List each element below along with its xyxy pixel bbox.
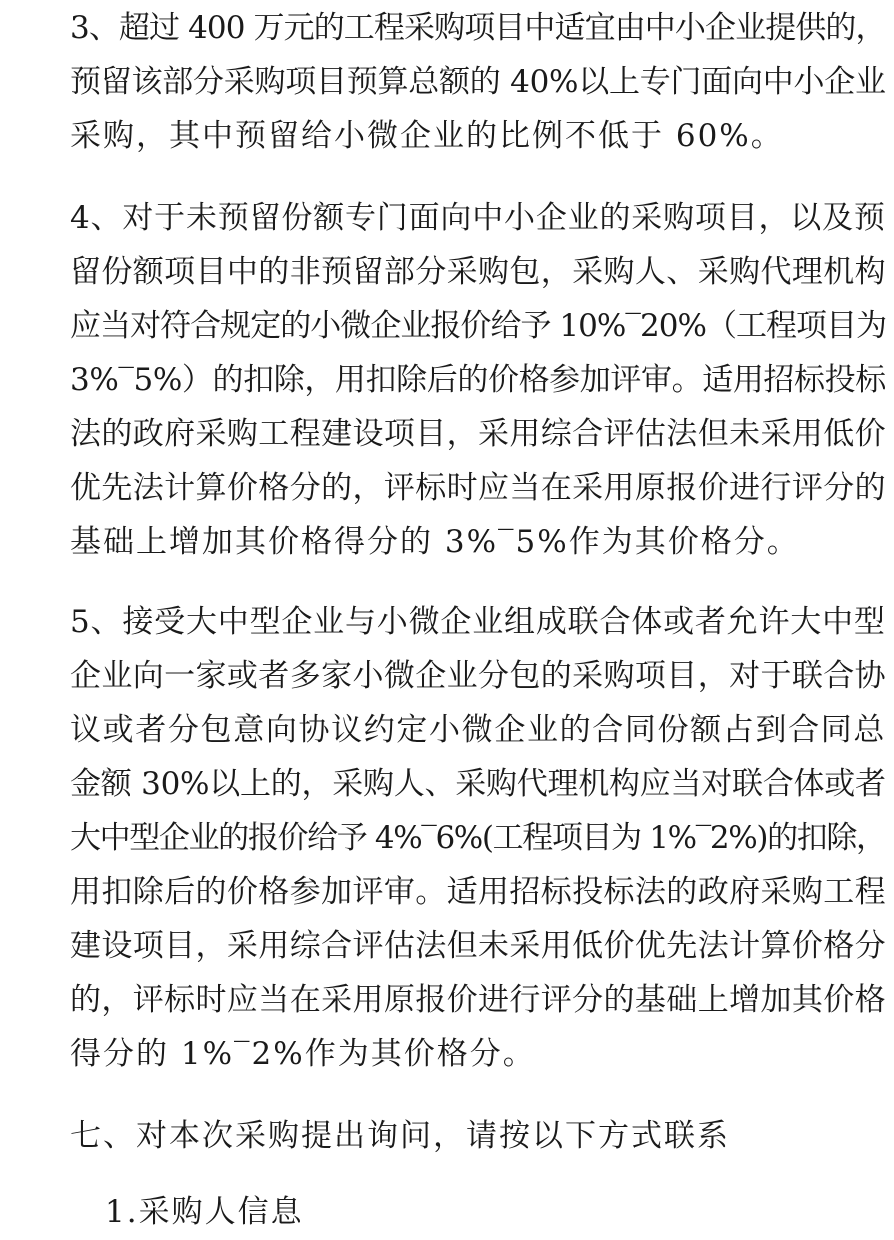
text-line: 的，评标时应当在采用原报价进行评分的基础上增加其价格: [70, 982, 886, 1018]
text-line: 预留该部分采购项目预算总额的 40%以上专门面向中小企业: [70, 64, 886, 100]
text-line: 金额 30%以上的，采购人、采购代理机构应当对联合体或者: [70, 766, 886, 802]
text-line: 议或者分包意向协议约定小微企业的合同份额占到合同总: [70, 712, 886, 748]
text-line: 企业向一家或者多家小微企业分包的采购项目，对于联合协: [70, 658, 886, 694]
text-line: 应当对符合规定的小微企业报价给予 10%‾20%（工程项目为: [70, 308, 887, 344]
section-heading: 七、对本次采购提出询问，请按以下方式联系: [70, 1118, 730, 1154]
text-line: 3%‾5%）的扣除，用扣除后的价格参加评审。适用招标投标: [70, 362, 886, 398]
text-line: 4、对于未预留份额专门面向中小企业的采购项目，以及预: [70, 200, 886, 236]
text-line: 大中型企业的报价给予 4%‾6%(工程项目为 1%‾2%)的扣除，: [70, 820, 886, 856]
text-line: 基础上增加其价格得分的 3%‾5%作为其价格分。: [70, 524, 800, 560]
text-line: 优先法计算价格分的，评标时应当在采用原报价进行评分的: [70, 470, 886, 506]
text-line: 用扣除后的价格参加评审。适用招标投标法的政府采购工程: [70, 874, 886, 910]
text-line: 5、接受大中型企业与小微企业组成联合体或者允许大中型: [70, 604, 886, 640]
text-line: 留份额项目中的非预留部分采购包，采购人、采购代理机构: [70, 254, 886, 290]
text-line: 建设项目，采用综合评估法但未采用低价优先法计算价格分: [70, 928, 886, 964]
text-line: 得分的 1%‾2%作为其价格分。: [70, 1036, 536, 1072]
subsection-heading: 1.采购人信息: [105, 1194, 304, 1230]
text-line: 采购，其中预留给小微企业的比例不低于 60%。: [70, 118, 784, 154]
text-line: 3、超过 400 万元的工程采购项目中适宜由中小企业提供的，: [70, 10, 886, 46]
text-line: 法的政府采购工程建设项目，采用综合评估法但未采用低价: [70, 416, 886, 452]
